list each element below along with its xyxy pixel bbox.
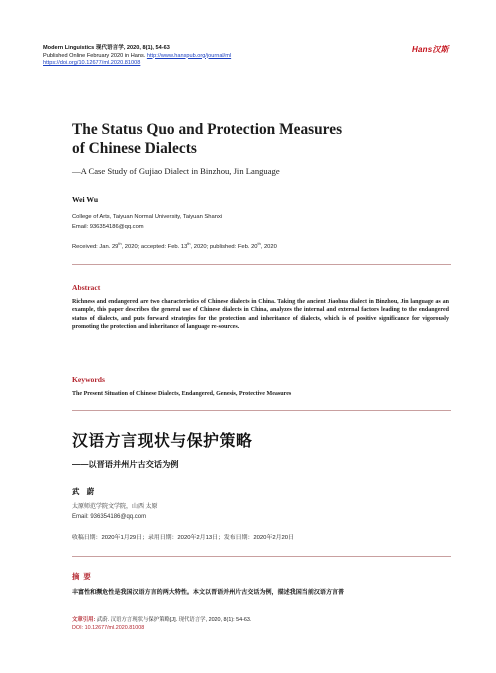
title-line-1: The Status Quo and Protection Measures	[72, 121, 343, 138]
journal-name-en: Modern Linguistics	[43, 45, 95, 51]
doi-url-link[interactable]: https://doi.org/10.12677/ml.2020.81008	[43, 60, 141, 67]
title-line-2: of Chinese Dialects	[72, 140, 197, 157]
received-sup: th	[118, 242, 122, 246]
cite-text: 武蔚. 汉语方言现状与保护策略[J]. 现代语言学, 2020, 8(1): 54-63.	[95, 617, 252, 623]
citation-footer	[72, 617, 251, 632]
keywords-heading-en: Keywords	[72, 375, 105, 384]
divider-middle	[72, 410, 451, 411]
abstract-heading-cn: 摘要	[72, 572, 95, 581]
email-cn: Email: 936354186@qq.com	[72, 514, 147, 520]
dates-cn: 收稿日期：2020年1月29日；录用日期：2020年2月13日；发布日期：2020年2月20日	[72, 535, 294, 541]
journal-issue: , 2020, 8(1), 54-63	[123, 45, 170, 51]
abstract-text-cn: 丰富性和濒危性是我国汉语方言的两大特性。本文以晋语并州片古交话为例，描述我国当前汉语方言普	[72, 590, 345, 596]
affiliation-en	[72, 213, 222, 232]
journal-citation-line	[43, 45, 231, 53]
cite-label: 文章引用:	[72, 617, 96, 623]
affiliation-cn	[72, 502, 158, 522]
published-prefix: Published Online February 2020 in Hans.	[43, 52, 146, 59]
paper-title-cn: 汉语方言现状与保护策略	[72, 433, 253, 450]
published-sup: th	[257, 242, 261, 246]
author-cn: 武 蔚	[72, 487, 95, 496]
email-en: Email: 936354186@qq.com	[72, 223, 144, 230]
keywords-text-en: The Present Situation of Chinese Dialects, Endangered, Genesis, Protective Measures	[72, 391, 292, 397]
paper-title-en	[72, 120, 342, 158]
published-line	[43, 53, 231, 61]
published-date: , 2020; published: Feb. 20	[190, 243, 258, 250]
affiliation-cn-text: 太原师范学院文学院，山西 太原	[72, 504, 158, 510]
year-end: , 2020	[260, 243, 277, 250]
journal-name-cn: 现代语言学	[95, 45, 124, 51]
divider-top	[72, 264, 451, 265]
paper-subtitle-en: —A Case Study of Gujiao Dialect in Binzhou, Jin Language	[72, 166, 280, 176]
affiliation-text: College of Arts, Taiyuan Normal University, Taiyuan Shanxi	[72, 214, 223, 220]
doi-line	[43, 60, 231, 68]
accepted-date: , 2020; accepted: Feb. 13	[121, 243, 188, 250]
dates-en	[72, 242, 277, 250]
journal-header	[43, 45, 231, 68]
citation-line	[72, 617, 251, 625]
accepted-sup: th	[187, 242, 191, 246]
hans-logo: Hans汉斯	[412, 45, 449, 54]
abstract-text-en: Richness and endangered are two characteristics of Chinese dialects in China. Taking the ancient Jiaohua dialect in Binzhou, Jin language as an example, this paper describes the general use of Chinese dialects in China, analyzes the internal and external factors leading to the endangered status of dialects, and puts forward strategies for the protection and inheritance of dialects, which is of positive significance for vigorously promoting the protection and inheritance of language re-sources.	[72, 299, 449, 331]
journal-url-link[interactable]: http://www.hanspub.org/journal/ml	[146, 52, 232, 59]
abstract-heading-en: Abstract	[72, 283, 101, 292]
divider-lower	[72, 556, 451, 557]
paper-subtitle-cn: ——以晋语并州片古交话为例	[72, 460, 179, 469]
author-en: Wei Wu	[72, 195, 99, 204]
received-date: Received: Jan. 29	[72, 243, 119, 250]
footer-doi[interactable]: DOI: 10.12677/ml.2020.81008	[72, 624, 145, 631]
